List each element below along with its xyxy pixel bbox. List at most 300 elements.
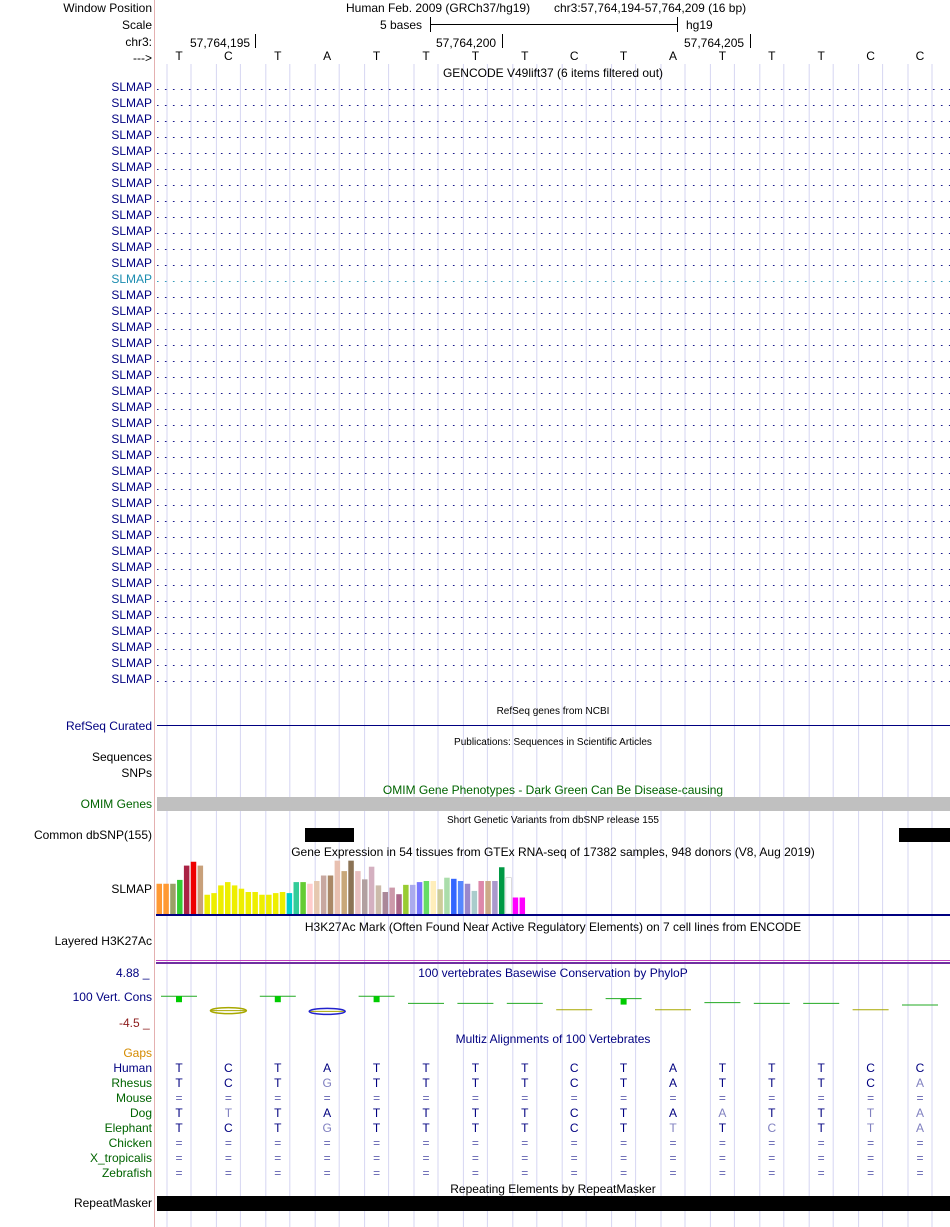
db-name: hg19: [686, 18, 713, 32]
gencode-transcript-line[interactable]: [157, 596, 950, 602]
gencode-transcript-line[interactable]: [157, 276, 950, 282]
dna-base: C: [569, 49, 579, 63]
alignment-base: =: [620, 1091, 628, 1105]
alignment-base: C: [569, 1076, 579, 1090]
gencode-transcript-label[interactable]: SLMAP: [111, 512, 152, 526]
alignment-base: =: [669, 1151, 677, 1165]
alignment-base: =: [274, 1136, 282, 1150]
alignment-base: T: [619, 1121, 628, 1135]
dna-base: A: [323, 49, 332, 63]
alignment-base: T: [866, 1106, 875, 1120]
alignment-base: T: [422, 1076, 430, 1090]
gtex-tissue-bar: [211, 893, 217, 914]
alignment-base: =: [669, 1091, 677, 1105]
alignment-base: =: [867, 1136, 875, 1150]
gencode-transcript-line[interactable]: [157, 180, 950, 186]
gtex-tissue-bar: [410, 885, 416, 914]
gtex-tissue-bar: [307, 884, 313, 914]
alignment-base: =: [175, 1151, 183, 1165]
gtex-tissue-bar: [506, 878, 512, 914]
alignment-base: =: [521, 1091, 529, 1105]
gencode-transcript-line[interactable]: [157, 340, 950, 346]
alignment-base: T: [521, 1076, 529, 1090]
gencode-transcript-label[interactable]: SLMAP: [111, 272, 152, 286]
gtex-tissue-bar: [300, 882, 306, 914]
alignment-base: =: [867, 1166, 875, 1180]
gencode-transcript-line[interactable]: [157, 500, 950, 506]
alignment-base: C: [767, 1121, 777, 1135]
gencode-transcript-line[interactable]: [157, 148, 950, 154]
dna-base: T: [768, 49, 776, 63]
dna-base: C: [224, 49, 233, 63]
publications-label-snps[interactable]: SNPs: [121, 766, 152, 780]
alignment-base: =: [521, 1166, 529, 1180]
gtex-tissue-bar: [383, 892, 389, 914]
dna-base: T: [372, 49, 381, 63]
gtex-tissue-bar: [184, 866, 190, 914]
gencode-transcript-label[interactable]: SLMAP: [111, 528, 152, 542]
gtex-tissue-bar: [335, 861, 341, 914]
gencode-transcript-label[interactable]: SLMAP: [111, 592, 152, 606]
gencode-transcript-label[interactable]: SLMAP: [111, 496, 152, 510]
alignment-base: T: [274, 1106, 282, 1120]
omim-track-title[interactable]: OMIM Gene Phenotypes - Dark Green Can Be Disease-causing: [382, 783, 724, 797]
gencode-transcript-line[interactable]: [157, 628, 950, 634]
scale-label: Scale: [121, 18, 152, 32]
gencode-transcript-line[interactable]: [157, 260, 950, 266]
alignment-base: =: [768, 1166, 776, 1180]
ruler-tick-label: 57,764,195: [190, 36, 251, 50]
gencode-transcript-label[interactable]: SLMAP: [111, 416, 152, 430]
gtex-tissue-bar: [239, 889, 245, 914]
alignment-base: =: [620, 1151, 628, 1165]
gtex-tissue-bar: [177, 880, 183, 914]
gtex-tissue-bar: [389, 888, 395, 914]
alignment-base: A: [323, 1106, 332, 1120]
gtex-tissue-bar: [478, 881, 484, 914]
gencode-transcript-label[interactable]: SLMAP: [111, 304, 152, 318]
gencode-transcript-label[interactable]: SLMAP: [111, 368, 152, 382]
gencode-transcript-line[interactable]: [157, 516, 950, 522]
phylop-conservation-plot[interactable]: [156, 985, 950, 1025]
ruler-tick: [750, 34, 751, 48]
gencode-transcript-line[interactable]: [157, 404, 950, 410]
gtex-tissue-bar: [465, 884, 471, 914]
ruler-tick-label: 57,764,205: [684, 36, 745, 50]
repeatmasker-track-title[interactable]: Repeating Elements by RepeatMasker: [450, 1182, 656, 1196]
alignment-base: T: [718, 1076, 727, 1090]
gencode-transcript-label[interactable]: SLMAP: [111, 400, 152, 414]
alignment-base: T: [768, 1061, 776, 1075]
ruler-tick-label: 57,764,200: [436, 36, 497, 50]
gencode-transcript-label[interactable]: SLMAP: [111, 640, 152, 654]
gtex-tissue-bar: [362, 879, 368, 914]
alignment-base: =: [224, 1091, 232, 1105]
phylop-label[interactable]: 100 Vert. Cons: [72, 990, 152, 1004]
gtex-tissue-bar: [225, 882, 231, 914]
gtex-tissue-bar: [424, 881, 430, 914]
alignment-base: A: [668, 1061, 677, 1075]
alignment-base: =: [570, 1151, 578, 1165]
phylop-base-glyph: [176, 996, 182, 1002]
alignment-base: T: [175, 1106, 183, 1120]
multiz-species-label[interactable]: Rhesus: [111, 1076, 152, 1090]
alignment-base: G: [322, 1076, 332, 1090]
gtex-tissue-bar: [348, 861, 354, 914]
alignment-base: T: [521, 1121, 529, 1135]
gencode-transcript-label[interactable]: SLMAP: [111, 608, 152, 622]
alignment-base: T: [718, 1121, 727, 1135]
alignment-base: =: [867, 1151, 875, 1165]
multiz-species-label[interactable]: Mouse: [115, 1091, 152, 1105]
gencode-transcript-line[interactable]: [157, 676, 950, 682]
dna-base: T: [521, 49, 529, 63]
dna-base: T: [274, 49, 282, 63]
gencode-transcript-label[interactable]: SLMAP: [111, 672, 152, 686]
gencode-transcript-line[interactable]: [157, 612, 950, 618]
gencode-transcript-line[interactable]: [157, 388, 950, 394]
gtex-track-title[interactable]: Gene Expression in 54 tissues from GTEx RNA-seq of 17382 samples, 948 donors (V8, Aug 2019): [291, 845, 815, 859]
h3k27ac-label[interactable]: Layered H3K27Ac: [54, 934, 152, 948]
gtex-tissue-bar: [451, 879, 457, 914]
alignment-base: =: [422, 1136, 430, 1150]
alignment-base: T: [471, 1061, 480, 1075]
gencode-transcript-label[interactable]: SLMAP: [111, 320, 152, 334]
alignment-base: T: [817, 1106, 825, 1120]
alignment-base: T: [471, 1106, 480, 1120]
gencode-transcript-line[interactable]: [157, 420, 950, 426]
alignment-base: C: [915, 1061, 925, 1075]
gencode-transcript-label[interactable]: SLMAP: [111, 96, 152, 110]
gencode-transcript-line[interactable]: [157, 644, 950, 650]
dna-base: C: [915, 49, 925, 63]
gencode-transcript-line[interactable]: [157, 564, 950, 570]
alignment-base: =: [175, 1166, 183, 1180]
alignment-base: T: [175, 1061, 183, 1075]
gencode-transcript-label[interactable]: SLMAP: [111, 80, 152, 94]
gencode-transcript-label[interactable]: SLMAP: [111, 336, 152, 350]
alignment-base: =: [323, 1136, 331, 1150]
alignment-base: =: [224, 1136, 232, 1150]
gencode-transcript-line[interactable]: [157, 84, 950, 90]
alignment-base: T: [422, 1121, 430, 1135]
dna-base: T: [718, 49, 727, 63]
alignment-base: =: [471, 1136, 479, 1150]
alignment-base: =: [422, 1151, 430, 1165]
gtex-tissue-bar: [513, 898, 519, 915]
h3k27ac-baseline: [156, 962, 950, 964]
alignment-base: =: [471, 1166, 479, 1180]
scale-text: 5 bases: [380, 18, 423, 32]
gencode-transcript-line[interactable]: [157, 660, 950, 666]
alignment-base: =: [620, 1166, 628, 1180]
gencode-transcript-label[interactable]: SLMAP: [111, 576, 152, 590]
gencode-transcript-line[interactable]: [157, 228, 950, 234]
alignment-base: =: [323, 1091, 331, 1105]
alignment-base: T: [521, 1061, 529, 1075]
alignment-base: =: [274, 1151, 282, 1165]
gencode-transcript-line[interactable]: [157, 436, 950, 442]
omim-label[interactable]: OMIM Genes: [80, 797, 152, 811]
h3k27ac-track-title[interactable]: H3K27Ac Mark (Often Found Near Active Regulatory Elements) on 7 cell lines from ENCODE: [304, 920, 802, 934]
alignment-base: =: [620, 1136, 628, 1150]
gtex-tissue-bar: [355, 871, 361, 914]
gtex-tissue-bar: [376, 885, 382, 914]
alignment-base: =: [718, 1091, 726, 1105]
alignment-base: =: [916, 1091, 924, 1105]
alignment-base: T: [274, 1061, 282, 1075]
gtex-tissue-bar: [417, 882, 423, 914]
gencode-transcript-line[interactable]: [157, 548, 950, 554]
gencode-transcript-line[interactable]: [157, 356, 950, 362]
alignment-base: A: [915, 1121, 924, 1135]
gencode-transcript-label[interactable]: SLMAP: [111, 192, 152, 206]
label-separator: [154, 0, 155, 1227]
gencode-transcript-line[interactable]: [157, 324, 950, 330]
gencode-transcript-label[interactable]: SLMAP: [111, 128, 152, 142]
alignment-base: T: [768, 1106, 776, 1120]
omim-gene-bar[interactable]: [157, 797, 950, 811]
multiz-species-label[interactable]: Dog: [129, 1106, 152, 1120]
gtex-tissue-bar: [369, 867, 375, 914]
dbsnp-label[interactable]: Common dbSNP(155): [33, 828, 152, 842]
alignment-base: =: [916, 1136, 924, 1150]
gencode-transcript-line[interactable]: [157, 212, 950, 218]
gtex-tissue-bar: [273, 893, 279, 914]
refseq-gene-line[interactable]: [157, 725, 950, 726]
alignment-base: =: [768, 1091, 776, 1105]
gencode-transcript-line[interactable]: [157, 452, 950, 458]
gencode-transcript-label[interactable]: SLMAP: [111, 224, 152, 238]
alignment-base: A: [668, 1076, 677, 1090]
gencode-transcript-line[interactable]: [157, 484, 950, 490]
gtex-tissue-bar: [328, 876, 334, 915]
phylop-y-min: -4.5 _: [119, 1016, 150, 1030]
gencode-transcript-label[interactable]: SLMAP: [111, 160, 152, 174]
dna-base: A: [668, 49, 677, 63]
gencode-transcript-label[interactable]: SLMAP: [111, 208, 152, 222]
gtex-tissue-bar: [321, 876, 327, 915]
alignment-base: =: [817, 1151, 825, 1165]
alignment-base: A: [718, 1106, 727, 1120]
alignment-base: A: [668, 1106, 677, 1120]
multiz-gaps-label[interactable]: Gaps: [123, 1046, 152, 1060]
gencode-transcript-label[interactable]: SLMAP: [111, 624, 152, 638]
alignment-base: T: [521, 1106, 529, 1120]
alignment-base: =: [471, 1151, 479, 1165]
alignment-base: T: [866, 1121, 875, 1135]
multiz-species-label[interactable]: Human: [113, 1061, 152, 1075]
alignment-base: =: [718, 1151, 726, 1165]
alignment-base: =: [916, 1166, 924, 1180]
alignment-base: =: [817, 1166, 825, 1180]
gtex-tissue-bar: [252, 892, 258, 914]
alignment-base: C: [569, 1106, 579, 1120]
alignment-base: =: [274, 1166, 282, 1180]
alignment-base: C: [866, 1076, 875, 1090]
scale-bar: [430, 24, 677, 25]
alignment-base: T: [471, 1121, 480, 1135]
gtex-tissue-bar: [403, 885, 409, 914]
gtex-tissue-bar: [204, 895, 210, 914]
chr-label: chr3:: [125, 35, 152, 49]
publications-track-title[interactable]: Publications: Sequences in Scientific Articles: [454, 737, 652, 748]
gencode-transcript-label[interactable]: SLMAP: [111, 432, 152, 446]
refseq-label[interactable]: RefSeq Curated: [65, 719, 152, 733]
alignment-base: T: [372, 1106, 381, 1120]
gtex-tissue-bar: [157, 884, 163, 914]
gencode-transcript-line[interactable]: [157, 132, 950, 138]
gtex-label[interactable]: SLMAP: [111, 882, 152, 896]
gtex-tissue-bar: [499, 867, 505, 914]
gtex-tissue-bar: [191, 862, 197, 914]
alignment-base: =: [274, 1091, 282, 1105]
alignment-base: =: [373, 1151, 381, 1165]
gencode-transcript-line[interactable]: [157, 164, 950, 170]
gtex-tissue-bar: [492, 881, 498, 914]
phylop-base-glyph: [621, 999, 627, 1005]
phylop-base-glyph: [374, 996, 380, 1002]
alignment-base: =: [323, 1151, 331, 1165]
scale-bar-left-tick: [430, 17, 431, 32]
scale-bar-right-tick: [677, 17, 678, 32]
gtex-tissue-bar: [485, 881, 491, 914]
alignment-base: =: [669, 1136, 677, 1150]
gencode-transcript-line[interactable]: [157, 532, 950, 538]
gtex-tissue-bar: [437, 889, 443, 914]
multiz-species-label[interactable]: Elephant: [104, 1121, 152, 1135]
dbsnp-track-title[interactable]: Short Genetic Variants from dbSNP release 155: [447, 815, 659, 826]
gencode-transcript-line[interactable]: [157, 308, 950, 314]
alignment-base: =: [175, 1136, 183, 1150]
alignment-base: =: [224, 1166, 232, 1180]
gencode-transcript-line[interactable]: [157, 292, 950, 298]
gencode-transcript-line[interactable]: [157, 468, 950, 474]
gtex-tissue-bar: [259, 895, 265, 914]
alignment-base: =: [422, 1091, 430, 1105]
strand-label: --->: [133, 51, 152, 65]
phylop-track-title[interactable]: 100 vertebrates Basewise Conservation by PhyloP: [418, 966, 688, 980]
gencode-transcript-label[interactable]: SLMAP: [111, 544, 152, 558]
alignment-base: T: [619, 1076, 628, 1090]
alignment-base: =: [373, 1091, 381, 1105]
alignment-base: A: [323, 1061, 332, 1075]
multiz-species-label[interactable]: Chicken: [108, 1136, 152, 1150]
alignment-base: =: [817, 1091, 825, 1105]
gtex-tissue-bar: [472, 891, 478, 914]
ruler-tick: [502, 34, 503, 48]
position-text: chr3:57,764,194-57,764,209 (16 bp): [554, 1, 747, 15]
alignment-base: =: [471, 1091, 479, 1105]
alignment-base: =: [718, 1136, 726, 1150]
multiz-track-title[interactable]: Multiz Alignments of 100 Vertebrates: [455, 1032, 651, 1046]
gencode-transcript-label[interactable]: SLMAP: [111, 112, 152, 126]
gencode-transcript-label[interactable]: SLMAP: [111, 448, 152, 462]
gtex-tissue-bar: [294, 882, 300, 914]
dna-base: T: [422, 49, 430, 63]
gtex-tissue-bar: [163, 884, 169, 914]
alignment-base: =: [768, 1136, 776, 1150]
alignment-base: T: [669, 1121, 677, 1135]
alignment-base: T: [175, 1076, 183, 1090]
gtex-tissue-bar: [198, 866, 204, 914]
gencode-transcript-label[interactable]: SLMAP: [111, 240, 152, 254]
gencode-transcript-label[interactable]: SLMAP: [111, 144, 152, 158]
alignment-base: T: [372, 1061, 381, 1075]
alignment-base: =: [323, 1166, 331, 1180]
alignment-base: =: [867, 1091, 875, 1105]
gencode-transcript-label[interactable]: SLMAP: [111, 176, 152, 190]
alignment-base: T: [619, 1061, 628, 1075]
gencode-transcript-label[interactable]: SLMAP: [111, 464, 152, 478]
alignment-base: =: [817, 1136, 825, 1150]
dna-base: T: [471, 49, 480, 63]
multiz-species-label[interactable]: X_tropicalis: [89, 1151, 152, 1165]
alignment-base: =: [422, 1166, 430, 1180]
alignment-base: T: [175, 1121, 183, 1135]
alignment-base: T: [817, 1076, 825, 1090]
gtex-tissue-bar: [266, 895, 272, 914]
h3k27ac-signal-line: [156, 960, 950, 961]
gtex-tissue-bar: [341, 871, 347, 914]
gencode-transcript-label[interactable]: SLMAP: [111, 480, 152, 494]
gencode-transcript-label[interactable]: SLMAP: [111, 352, 152, 366]
gencode-transcript-line[interactable]: [157, 196, 950, 202]
alignment-base: =: [669, 1166, 677, 1180]
alignment-base: T: [422, 1061, 430, 1075]
gtex-tissue-bar: [431, 881, 437, 914]
alignment-base: T: [274, 1121, 282, 1135]
gencode-transcript-label[interactable]: SLMAP: [111, 288, 152, 302]
phylop-y-max: 4.88 _: [116, 966, 150, 980]
alignment-base: T: [224, 1106, 233, 1120]
alignment-base: A: [915, 1076, 924, 1090]
gencode-transcript-line[interactable]: [157, 100, 950, 106]
refseq-track-title[interactable]: RefSeq genes from NCBI: [496, 706, 610, 717]
gtex-tissue-bar: [280, 892, 286, 914]
repeat-element-bar[interactable]: [157, 1196, 950, 1211]
gtex-tissue-bar: [396, 894, 402, 914]
alignment-base: C: [224, 1076, 233, 1090]
publications-label-sequences[interactable]: Sequences: [91, 750, 152, 764]
gencode-transcript-line[interactable]: [157, 580, 950, 586]
gtex-tissue-bar: [170, 884, 176, 914]
alignment-base: T: [422, 1106, 430, 1120]
alignment-base: =: [718, 1166, 726, 1180]
alignment-base: =: [570, 1166, 578, 1180]
assembly-name: Human Feb. 2009 (GRCh37/hg19): [346, 1, 531, 15]
gtex-tissue-bar: [246, 892, 252, 914]
gencode-transcript-line[interactable]: [157, 116, 950, 122]
gencode-transcript-label[interactable]: SLMAP: [111, 560, 152, 574]
alignment-base: =: [373, 1166, 381, 1180]
dna-base: T: [619, 49, 628, 63]
alignment-base: T: [372, 1076, 381, 1090]
snp-variant-block[interactable]: [899, 828, 950, 842]
snp-variant-block[interactable]: [305, 828, 354, 842]
gencode-transcript-line[interactable]: [157, 244, 950, 250]
gencode-transcript-label[interactable]: SLMAP: [111, 384, 152, 398]
repeatmasker-label[interactable]: RepeatMasker: [73, 1196, 152, 1210]
gencode-track-title[interactable]: GENCODE V49lift37 (6 items filtered out): [442, 66, 664, 80]
gencode-transcript-line[interactable]: [157, 372, 950, 378]
gencode-transcript-label[interactable]: SLMAP: [111, 256, 152, 270]
gencode-transcript-label[interactable]: SLMAP: [111, 656, 152, 670]
alignment-base: T: [372, 1121, 381, 1135]
multiz-species-label[interactable]: Zebrafish: [101, 1166, 152, 1180]
alignment-base: T: [619, 1106, 628, 1120]
gtex-expression-bars[interactable]: [156, 858, 556, 915]
